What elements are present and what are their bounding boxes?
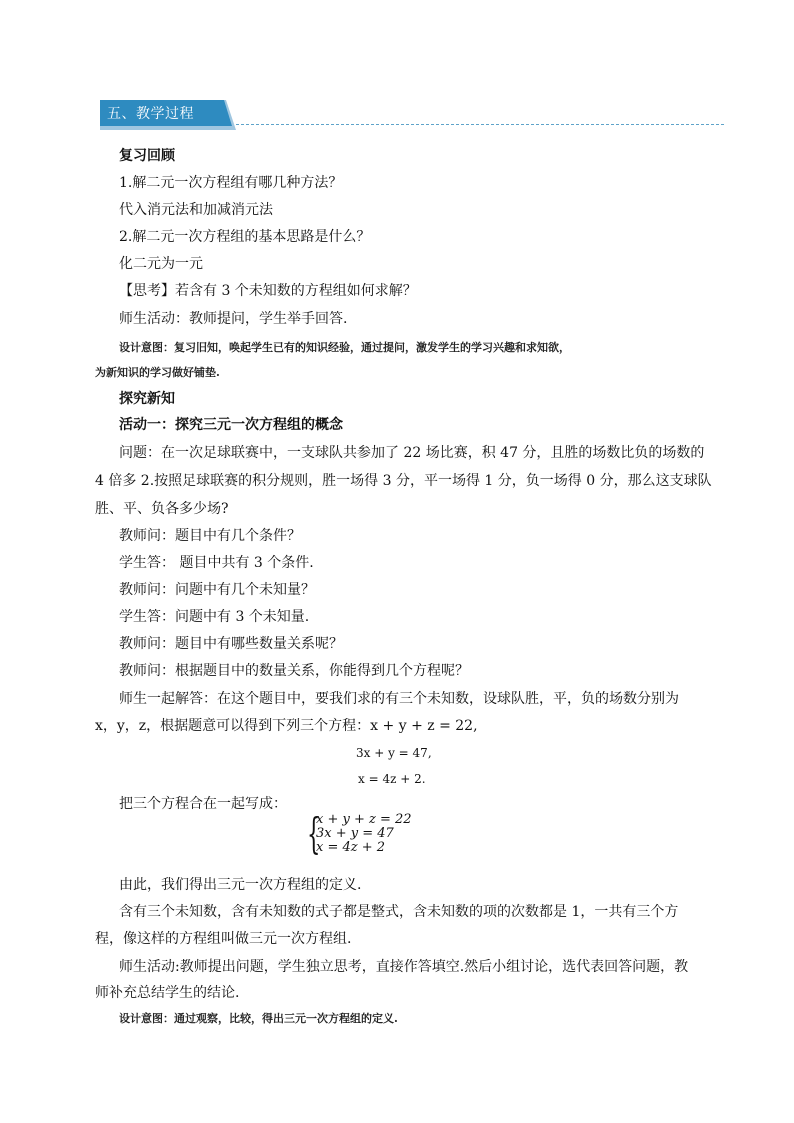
problem-line-2: 4 倍多 2.按照足球联赛的积分规则，胜一场得 3 分，平一场得 1 分，负一场得 0 分，那么这支球队 xyxy=(95,473,712,489)
design-intent-line-1: 设计意图：复习旧知，唤起学生已有的知识经验，通过提问，激发学生的学习兴趣和求知欲， xyxy=(119,341,570,354)
dialog-line-1: 教师问：题目中有几个条件？ xyxy=(119,528,301,544)
problem-line-3: 胜、平、负各多少场? xyxy=(95,501,229,517)
section-title: 五、教学过程 xyxy=(107,106,194,122)
dialog-line-2: 学生答： 题目中共有 3 个条件. xyxy=(119,555,314,571)
answer-line-1: 师生一起解答：在这个题目中，要我们求的有三个未知数，设球队胜，平，负的场数分别为 xyxy=(119,691,679,707)
design-intent-2: 设计意图：通过观察，比较，得出三元一次方程组的定义. xyxy=(119,1012,398,1025)
problem-line-1: 问题：在一次足球联赛中，一支球队共参加了 22 场比赛，积 47 分，且胜的场数比负的场数的 xyxy=(119,445,705,461)
equation-2: 3x + y = 47, xyxy=(356,746,432,760)
system-equation-1: x + y + z = 22 xyxy=(316,812,412,827)
review-answer-1: 代入消元法和加减消元法 xyxy=(119,202,273,218)
dialog-line-4: 学生答：问题中有 3 个未知量. xyxy=(119,609,310,625)
review-question-2: 2.解二元一次方程组的基本思路是什么？ xyxy=(119,229,371,245)
activity1-title: 活动一：探究三元一次方程组的概念 xyxy=(119,417,343,433)
review-question-1: 1.解二元一次方程组有哪几种方法？ xyxy=(119,175,343,191)
system-brace: { xyxy=(307,809,321,858)
review-heading: 复习回顾 xyxy=(119,148,175,164)
teacher-activity: 师生活动：教师提问，学生举手回答. xyxy=(119,311,348,327)
definition-line-2: 程，像这样的方程组叫做三元一次方程组. xyxy=(95,931,352,947)
combine-text: 把三个方程合在一起写成： xyxy=(119,796,287,812)
answer-line-2: x，y，z，根据题意可以得到下列三个方程：x + y + z = 22, xyxy=(95,718,478,734)
activity-line-1: 师生活动:教师提出问题，学生独立思考，直接作答填空.然后小组讨论，选代表回答问题，教 xyxy=(119,959,689,975)
think-prompt: 【思考】若含有 3 个未知数的方程组如何求解？ xyxy=(119,283,417,299)
definition-lead: 由此，我们得出三元一次方程组的定义. xyxy=(119,877,362,893)
explore-heading: 探究新知 xyxy=(119,391,175,407)
system-equation-3: x = 4z + 2 xyxy=(316,840,386,855)
dialog-line-5: 教师问：题目中有哪些数量关系呢？ xyxy=(119,636,343,652)
header-divider xyxy=(236,124,724,125)
system-equation-2: 3x + y = 47 xyxy=(316,826,394,841)
activity-line-2: 师补充总结学生的结论. xyxy=(95,985,240,1001)
review-answer-2: 化二元为一元 xyxy=(119,256,203,272)
section-header xyxy=(100,100,236,130)
equation-3: x = 4z + 2. xyxy=(358,772,426,786)
dialog-line-3: 教师问：问题中有几个未知量？ xyxy=(119,582,315,598)
design-intent-line-2: 为新知识的学习做好铺垫. xyxy=(95,366,220,379)
dialog-line-6: 教师问：根据题目中的数量关系，你能得到几个方程呢？ xyxy=(119,663,469,679)
definition-line-1: 含有三个未知数，含有未知数的式子都是整式，含未知数的项的次数都是 1，一共有三个方 xyxy=(119,904,679,920)
